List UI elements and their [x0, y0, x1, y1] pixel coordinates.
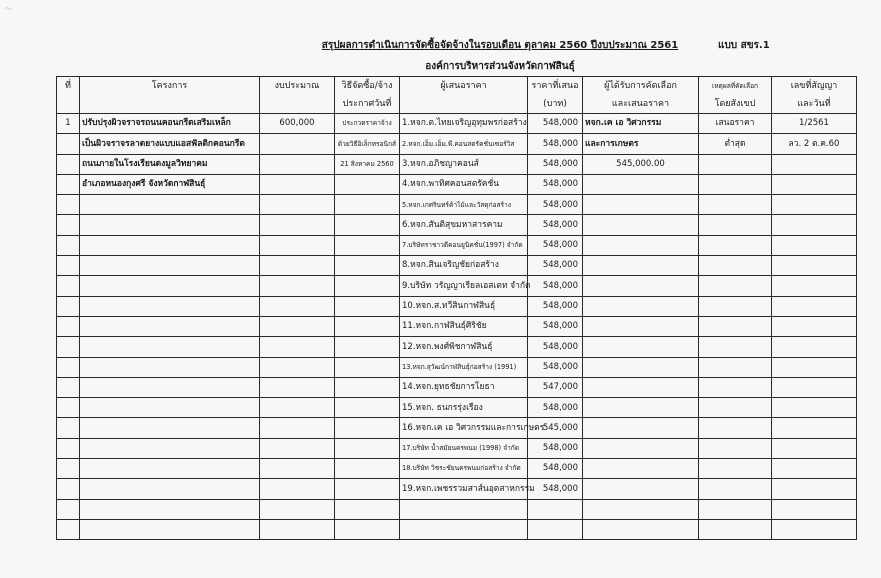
winner-cell	[583, 519, 699, 539]
winner-cell	[583, 438, 699, 458]
winner-cell	[583, 398, 699, 418]
bidder-cell: 14.หจก.ยุทธชัยการโยธา	[400, 377, 528, 397]
contract-cell: 1/2561	[772, 114, 857, 134]
budget-cell	[260, 337, 335, 357]
reason-cell	[699, 296, 772, 316]
project-cell	[80, 235, 260, 255]
bidder-cell: 16.หจก.เค เอ วิศวกรรมและการเกษตร	[400, 418, 528, 438]
table-row	[57, 215, 857, 235]
bidder-cell: 12.หจก.พงศ์พิชกาฬสินธุ์	[400, 337, 528, 357]
row-number	[57, 519, 80, 539]
contract-cell	[772, 459, 857, 479]
report-title: สรุปผลการดำเนินการจัดซื้อจัดจ้างในรอบเดือน ตุลาคม 2560 ปีงบประมาณ 2561	[321, 40, 679, 51]
col-header-method: วิธีจัดซื้อ/จ้าง	[335, 77, 400, 96]
reason-cell	[699, 316, 772, 336]
price-cell: 548,000	[528, 337, 583, 357]
reason-cell	[699, 276, 772, 296]
price-cell: 548,000	[528, 479, 583, 499]
table-row	[57, 479, 857, 499]
budget-cell: 600,000	[260, 114, 335, 134]
winner-cell	[583, 357, 699, 377]
price-cell: 548,000	[528, 316, 583, 336]
method-cell	[335, 276, 400, 296]
bidder-cell: 19.หจก.เพชรรวมสาส์นอุตสาหกรรม	[400, 479, 528, 499]
project-cell	[80, 438, 260, 458]
bidder-cell: 3.หจก.อภิชญาคอนส์	[400, 154, 528, 174]
project-cell	[80, 276, 260, 296]
method-cell	[335, 459, 400, 479]
budget-cell	[260, 235, 335, 255]
price-cell: 548,000	[528, 357, 583, 377]
method-cell	[335, 316, 400, 336]
winner-cell	[583, 377, 699, 397]
bidder-cell: 11.หจก.กาฬสินธุ์ศิริชัย	[400, 316, 528, 336]
reason-cell: ต่ำสุด	[699, 134, 772, 154]
row-number	[57, 316, 80, 336]
method-cell	[335, 519, 400, 539]
col-header-price: ราคาที่เสนอ	[528, 77, 583, 96]
budget-cell	[260, 174, 335, 194]
row-number	[57, 499, 80, 519]
method-cell	[335, 398, 400, 418]
method-cell	[335, 438, 400, 458]
table-row	[57, 114, 857, 134]
method-cell	[335, 499, 400, 519]
header-row-2	[57, 95, 857, 114]
price-cell: 548,000	[528, 398, 583, 418]
reason-cell	[699, 235, 772, 255]
winner-cell	[583, 215, 699, 235]
project-cell	[80, 398, 260, 418]
organization-name: องค์การบริหารส่วนจังหวัดกาฬสินธุ์	[425, 61, 575, 72]
reason-cell	[699, 256, 772, 276]
winner-cell: และการเกษตร	[583, 134, 699, 154]
price-cell	[528, 519, 583, 539]
table-row	[57, 398, 857, 418]
project-cell	[80, 519, 260, 539]
price-cell: 548,000	[528, 459, 583, 479]
project-cell	[80, 195, 260, 215]
col-subheader-bidder	[400, 95, 528, 114]
price-cell: 548,000	[528, 256, 583, 276]
reason-cell: เสนอราคา	[699, 114, 772, 134]
method-cell	[335, 479, 400, 499]
price-cell: 548,000	[528, 195, 583, 215]
winner-cell	[583, 418, 699, 438]
row-number	[57, 438, 80, 458]
table-row	[57, 134, 857, 154]
col-subheader-contract: และวันที่	[772, 95, 857, 114]
winner-cell: 545,000.00	[583, 154, 699, 174]
method-cell	[335, 337, 400, 357]
method-cell	[335, 235, 400, 255]
reason-cell	[699, 398, 772, 418]
contract-cell	[772, 337, 857, 357]
bidder-cell	[400, 499, 528, 519]
contract-cell	[772, 418, 857, 438]
table-row	[57, 519, 857, 539]
price-cell: 548,000	[528, 296, 583, 316]
col-subheader-winner: และเสนอราคา	[583, 95, 699, 114]
table-row	[57, 256, 857, 276]
col-subheader-budget	[260, 95, 335, 114]
reason-cell	[699, 154, 772, 174]
budget-cell	[260, 154, 335, 174]
budget-cell	[260, 499, 335, 519]
contract-cell	[772, 235, 857, 255]
budget-cell	[260, 296, 335, 316]
contract-cell	[772, 316, 857, 336]
budget-cell	[260, 459, 335, 479]
bidder-cell: 7.บริษัทราชาวดีคอนยูนิคชั่น(1997) จำกัด	[400, 235, 528, 255]
bidder-cell: 8.หจก.สินเจริญชัยก่อสร้าง	[400, 256, 528, 276]
table-row	[57, 459, 857, 479]
winner-cell	[583, 195, 699, 215]
reason-cell	[699, 479, 772, 499]
table-row	[57, 235, 857, 255]
budget-cell	[260, 479, 335, 499]
budget-cell	[260, 438, 335, 458]
method-cell	[335, 377, 400, 397]
col-subheader-price: (บาท)	[528, 95, 583, 114]
method-cell	[335, 174, 400, 194]
price-cell: 548,000	[528, 134, 583, 154]
row-number	[57, 235, 80, 255]
table-row	[57, 195, 857, 215]
row-number	[57, 337, 80, 357]
winner-cell	[583, 499, 699, 519]
reason-cell	[699, 418, 772, 438]
bidder-cell: 5.หจก.เกศรินทร์ค้าไม้และวัสดุก่อสร้าง	[400, 195, 528, 215]
winner-cell	[583, 235, 699, 255]
header-row	[57, 77, 857, 96]
bidder-cell: 15.หจก. ธนกรรุ่งเรือง	[400, 398, 528, 418]
table-row	[57, 499, 857, 519]
project-cell	[80, 215, 260, 235]
project-cell	[80, 337, 260, 357]
method-cell	[335, 418, 400, 438]
contract-cell	[772, 256, 857, 276]
col-subheader-reason: โดยสังเขป	[699, 95, 772, 114]
project-cell: อำเภอหนองกุงศรี จังหวัดกาฬสินธุ์	[80, 174, 260, 194]
method-cell	[335, 215, 400, 235]
table-row	[57, 418, 857, 438]
table-row	[57, 316, 857, 336]
table-row	[57, 438, 857, 458]
budget-cell	[260, 418, 335, 438]
price-cell: 548,000	[528, 276, 583, 296]
row-number	[57, 195, 80, 215]
reason-cell	[699, 215, 772, 235]
budget-cell	[260, 519, 335, 539]
col-header-project: โครงการ	[80, 77, 260, 96]
method-cell	[335, 296, 400, 316]
method-cell	[335, 256, 400, 276]
project-cell	[80, 256, 260, 276]
reason-cell	[699, 459, 772, 479]
method-cell: ด้วยวิธีอิเล็กทรอนิกส์	[335, 134, 400, 154]
bidder-cell: 17.บริษัท น้ำสมัยนครพนม (1998) จำกัด	[400, 438, 528, 458]
price-cell: 548,000	[528, 114, 583, 134]
method-cell: 21 สิงหาคม 2560	[335, 154, 400, 174]
bidder-cell: 2.หจก.เอ็ม.เอ็ม.พี.คอนสตรัคชั่นเซอร์วิส	[400, 134, 528, 154]
row-number	[57, 479, 80, 499]
project-cell	[80, 296, 260, 316]
col-header-no: ที่	[57, 77, 80, 96]
winner-cell	[583, 316, 699, 336]
bidder-cell: 13.หจก.สุวัฒน์กาฬสินธุ์ก่อสร้าง (1991)	[400, 357, 528, 377]
table-row	[57, 337, 857, 357]
bidder-cell	[400, 519, 528, 539]
budget-cell	[260, 195, 335, 215]
row-number	[57, 154, 80, 174]
budget-cell	[260, 398, 335, 418]
winner-cell	[583, 276, 699, 296]
col-header-budget: งบประมาณ	[260, 77, 335, 96]
reason-cell	[699, 499, 772, 519]
reason-cell	[699, 377, 772, 397]
budget-cell	[260, 316, 335, 336]
budget-cell	[260, 357, 335, 377]
project-cell	[80, 316, 260, 336]
bidder-cell: 1.หจก.ต.ไทยเจริญอุทุมพรก่อสร้าง	[400, 114, 528, 134]
reason-cell	[699, 337, 772, 357]
project-cell	[80, 377, 260, 397]
winner-cell	[583, 337, 699, 357]
budget-cell	[260, 377, 335, 397]
table-row	[57, 154, 857, 174]
method-cell	[335, 357, 400, 377]
project-cell	[80, 357, 260, 377]
winner-cell	[583, 296, 699, 316]
price-cell: 545,000	[528, 418, 583, 438]
contract-cell	[772, 438, 857, 458]
project-cell: ถนนภายในโรงเรียนดงมูลวิทยาคม	[80, 154, 260, 174]
procurement-table	[56, 76, 857, 540]
contract-cell: ลว. 2 ต.ค.60	[772, 134, 857, 154]
budget-cell	[260, 276, 335, 296]
bidder-cell: 10.หจก.ส.ทวีสินกาฬสินธุ์	[400, 296, 528, 316]
winner-cell	[583, 459, 699, 479]
reason-cell	[699, 357, 772, 377]
price-cell: 548,000	[528, 154, 583, 174]
contract-cell	[772, 276, 857, 296]
col-subheader-project	[80, 95, 260, 114]
contract-cell	[772, 377, 857, 397]
method-cell	[335, 195, 400, 215]
bidder-cell: 4.หจก.พาทิศคอนสตรัคชั่น	[400, 174, 528, 194]
table-row	[57, 377, 857, 397]
reason-cell	[699, 438, 772, 458]
col-header-winner: ผู้ได้รับการคัดเลือก	[583, 77, 699, 96]
project-cell	[80, 459, 260, 479]
contract-cell	[772, 154, 857, 174]
row-number	[57, 256, 80, 276]
budget-cell	[260, 215, 335, 235]
price-cell	[528, 499, 583, 519]
row-number	[57, 377, 80, 397]
winner-cell	[583, 174, 699, 194]
row-number: 1	[57, 114, 80, 134]
form-code: แบบ สขร.1	[718, 40, 770, 51]
row-number	[57, 215, 80, 235]
row-number	[57, 134, 80, 154]
contract-cell	[772, 296, 857, 316]
method-cell: ประกวดราคาจ้าง	[335, 114, 400, 134]
bidder-cell: 9.บริษัท วรัญญาเรียลเอสเตท จำกัด	[400, 276, 528, 296]
contract-cell	[772, 357, 857, 377]
reason-cell	[699, 519, 772, 539]
project-cell	[80, 418, 260, 438]
row-number	[57, 357, 80, 377]
price-cell: 548,000	[528, 438, 583, 458]
table-row	[57, 296, 857, 316]
contract-cell	[772, 499, 857, 519]
contract-cell	[772, 519, 857, 539]
reason-cell	[699, 174, 772, 194]
col-subheader-no	[57, 95, 80, 114]
col-header-reason: เหตุผลที่คัดเลือก	[699, 77, 772, 96]
row-number	[57, 398, 80, 418]
winner-cell: หจก.เค เอ วิศวกรรม	[583, 114, 699, 134]
contract-cell	[772, 195, 857, 215]
price-cell: 548,000	[528, 174, 583, 194]
price-cell: 548,000	[528, 215, 583, 235]
col-header-contract: เลขที่สัญญา	[772, 77, 857, 96]
project-cell: ปรับปรุงผิวจราจรถนนคอนกรีตเสริมเหล็ก	[80, 114, 260, 134]
reason-cell	[699, 195, 772, 215]
col-header-bidder: ผู้เสนอราคา	[400, 77, 528, 96]
winner-cell	[583, 479, 699, 499]
row-number	[57, 459, 80, 479]
page-corner-mark: 〜	[4, 5, 14, 15]
table-row	[57, 357, 857, 377]
table-row	[57, 276, 857, 296]
bidder-cell: 6.หจก.สันติสุขมหาสารคาม	[400, 215, 528, 235]
winner-cell	[583, 256, 699, 276]
price-cell: 547,000	[528, 377, 583, 397]
row-number	[57, 276, 80, 296]
contract-cell	[772, 174, 857, 194]
budget-cell	[260, 256, 335, 276]
contract-cell	[772, 479, 857, 499]
col-subheader-method: ประกาศวันที่	[335, 95, 400, 114]
project-cell	[80, 499, 260, 519]
contract-cell	[772, 215, 857, 235]
budget-cell	[260, 134, 335, 154]
contract-cell	[772, 398, 857, 418]
row-number	[57, 296, 80, 316]
row-number	[57, 174, 80, 194]
project-cell: เป็นผิวจราจรลาดยางแบบแอสฟัลติกคอนกรีต	[80, 134, 260, 154]
row-number	[57, 418, 80, 438]
price-cell: 548,000	[528, 235, 583, 255]
project-cell	[80, 479, 260, 499]
table-row	[57, 174, 857, 194]
bidder-cell: 18.บริษัท วิชระชัยนครพนมก่อสร้าง จำกัด	[400, 459, 528, 479]
